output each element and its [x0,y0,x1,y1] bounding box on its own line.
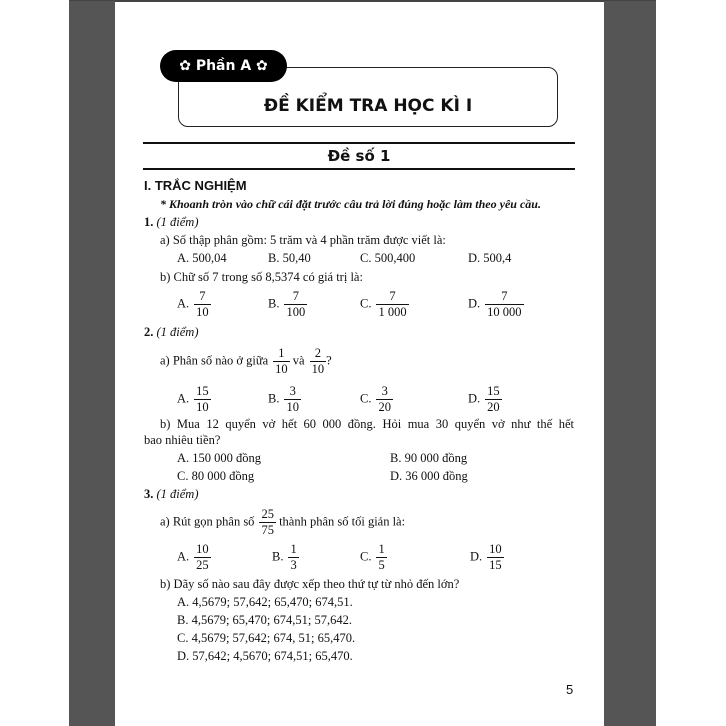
option: C. 80 000 đồng [177,469,255,483]
option: A. $\frac{15}{10}$ [177,384,209,414]
question-points: (1 điểm) [156,215,199,229]
question-1b-text: b) Chữ số 7 trong số 8,5374 có giá trị là: [160,270,363,284]
part-label: ✿ Phần A ✿ [160,50,287,82]
question-2b-text-cont: bao nhiêu tiền? [144,433,221,447]
question-2b-text: b) Mua 12 quyển vở hết 60 000 đồng. Hỏi mua 30 quyển vở như thế hết [160,417,574,431]
option: C. $\frac{1}{5}$ [360,542,385,572]
option: A. 150 000 đồng [177,451,262,465]
fraction: $\frac{1}{5}$ [378,542,385,572]
fraction: $\frac{10}{15}$ [489,542,502,572]
fraction: $\frac{10}{25}$ [196,542,209,572]
fraction: $\frac{25}{75}$ [261,507,274,537]
fraction: $\frac{7}{1 000}$ [378,289,407,319]
option: A. $\frac{10}{25}$ [177,542,209,572]
question-number: 1. [144,215,154,229]
viewer-right-margin [604,1,656,726]
option: D. $\frac{7}{10 000}$ [468,289,522,319]
option: C. $\frac{7}{1 000}$ [360,289,407,319]
option: B. 90 000 đồng [390,451,468,465]
divider [143,142,575,144]
option: B. $\frac{3}{10}$ [268,384,299,414]
question-2a-text: a) Phân số nào ở giữa $\frac{1}{10}$ và $\frac{2}{10}$ ? [160,346,332,376]
option: A. 500,04 [177,251,227,265]
question-points: (1 điểm) [156,325,199,339]
option: D. $\frac{10}{15}$ [470,542,502,572]
section-title: I. TRẮC NGHIỆM [144,178,247,193]
question-number: 2. [144,325,154,339]
fraction: $\frac{3}{10}$ [286,384,299,414]
fraction: $\frac{15}{20}$ [487,384,500,414]
option: B. $\frac{1}{3}$ [272,542,297,572]
fraction: $\frac{7}{100}$ [286,289,306,319]
divider [143,168,575,170]
question-number: 3. [144,487,154,501]
option: C. $\frac{3}{20}$ [360,384,391,414]
option: A. $\frac{7}{10}$ [177,289,209,319]
page-title: ĐỀ KIỂM TRA HỌC KÌ I [263,96,473,116]
question-2-header [144,325,199,340]
option: D. 57,642; 4,5670; 674,51; 65,470. [177,649,353,663]
fraction: $\frac{2}{10}$ [311,346,325,376]
fraction: $\frac{7}{10}$ [196,289,209,319]
option: A. 4,5679; 57,642; 65,470; 674,51. [177,595,353,609]
question-3-header [144,487,199,502]
question-3b-text: b) Dãy số nào sau đây được xếp theo thứ tự từ nhỏ đến lớn? [160,577,460,591]
option: D. 500,4 [468,251,512,265]
question-1a-text: a) Số thập phân gồm: 5 trăm và 4 phần trăm được viết là: [160,233,446,247]
fraction: $\frac{3}{20}$ [378,384,391,414]
question-points: (1 điểm) [156,487,199,501]
viewer-left-margin [69,1,115,726]
question-1-header [144,215,199,230]
option: B. 4,5679; 65,470; 674,51; 57,642. [177,613,353,627]
option: C. 4,5679; 57,642; 674, 51; 65,470. [177,631,356,645]
fraction: $\frac{1}{3}$ [290,542,297,572]
fraction: $\frac{7}{10 000}$ [487,289,522,319]
option: B. 50,40 [268,251,311,265]
option: D. 36 000 đồng [390,469,468,483]
fraction: $\frac{15}{10}$ [196,384,209,414]
question-3a-text: a) Rút gọn phân số $\frac{25}{75}$ thành phân số tối giản là: [160,507,406,537]
fraction: $\frac{1}{10}$ [275,346,288,376]
option: D. $\frac{15}{20}$ [468,384,500,414]
page-number: 5 [566,682,574,697]
exam-title: Đề số 1 [327,147,391,165]
instruction: * Khoanh tròn vào chữ cái đặt trước câu trả lời đúng hoặc làm theo yêu cầu. [160,197,541,211]
option: B. $\frac{7}{100}$ [268,289,306,319]
option: C. 500,400 [360,251,416,265]
